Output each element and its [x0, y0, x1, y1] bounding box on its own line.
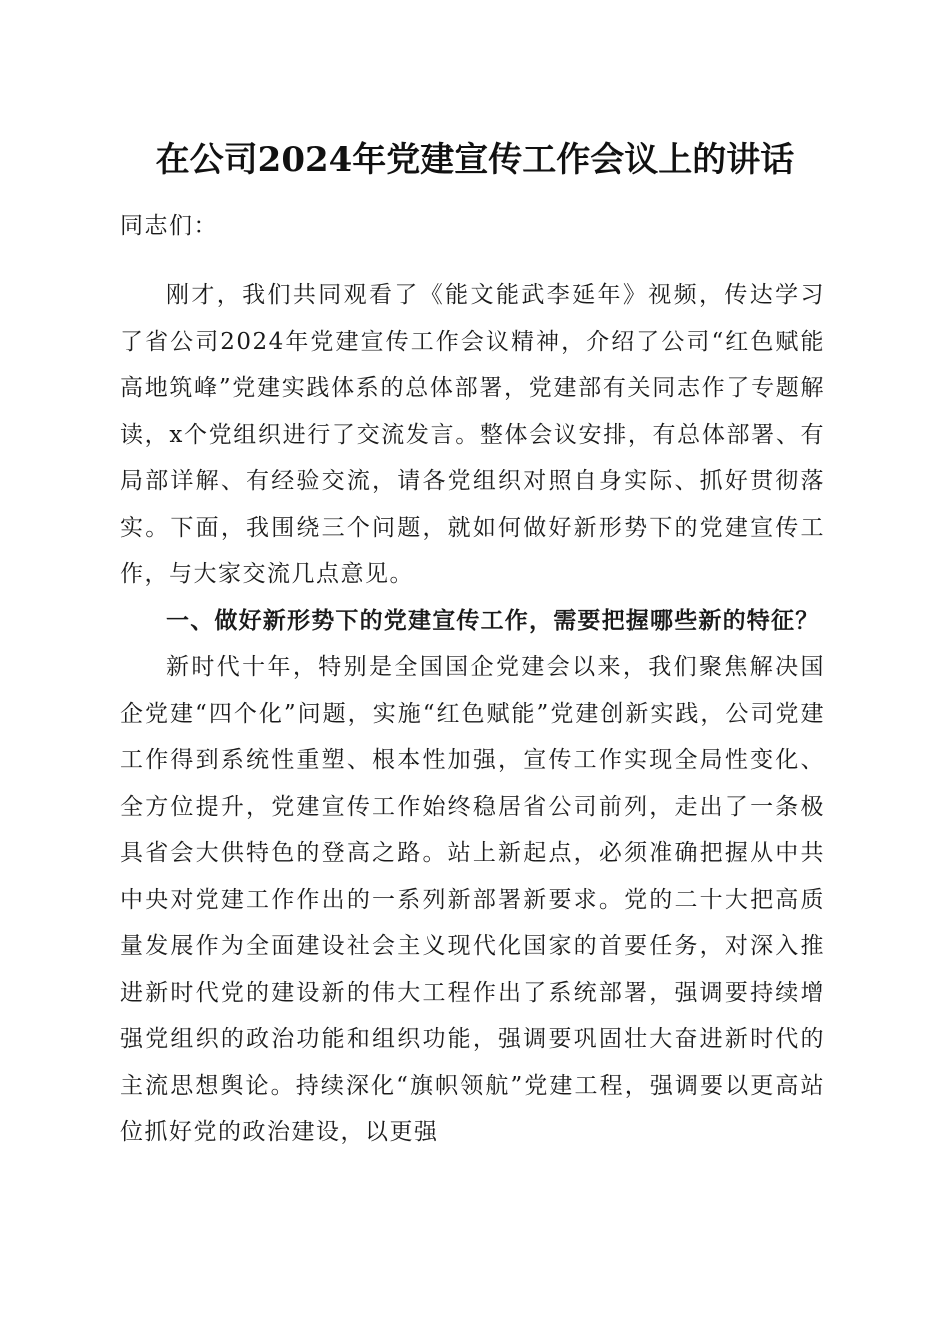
intro-paragraph: 刚才，我们共同观看了《能文能武李延年》视频，传达学习了省公司2024年党建宣传工作会议精神，介绍了公司“红色赋能高地筑峰”党建实践体系的总体部署，党建部有关同志作了专题解读，x个党组织进行了交流发言。整体会议安排，有总体部署、有局部详解、有经验交流，请各党组织对照自身实际、抓好贯彻落实。下面，我围绕三个问题，就如何做好新形势下的党建宣传工作，与大家交流几点意见。 — [120, 282, 825, 587]
document-title: 在公司2024年党建宣传工作会议上的讲话 — [155, 140, 795, 180]
section-heading: 一、做好新形势下的党建宣传工作，需要把握哪些新的特征？ — [166, 607, 820, 634]
salutation: 同志们： — [120, 213, 218, 239]
document-body — [120, 272, 825, 1156]
section-paragraph: 新时代十年，特别是全国国企党建会以来，我们聚焦解决国企党建“四个化”问题，实施“红色赋能”党建创新实践，公司党建工作得到系统性重塑、根本性加强，宣传工作实现全局性变化、全方位提升，党建宣传工作始终稳居省公司前列，走出了一条极具省会大供特色的登高之路。站上新起点，必须准确把握从中共中央对党建工作作出的一系列新部署新要求。党的二十大把高质量发展作为全面建设社会主义现代化国家的首要任务，对深入推进新时代党的建设新的伟大工程作出了系统部署，强调要持续增强党组织的政治功能和组织功能，强调要巩固壮大奋进新时代的主流思想舆论。持续深化“旗帜领航”党建工程，强调要以更高站位抓好党的政治建设，以更强 — [120, 654, 825, 1145]
